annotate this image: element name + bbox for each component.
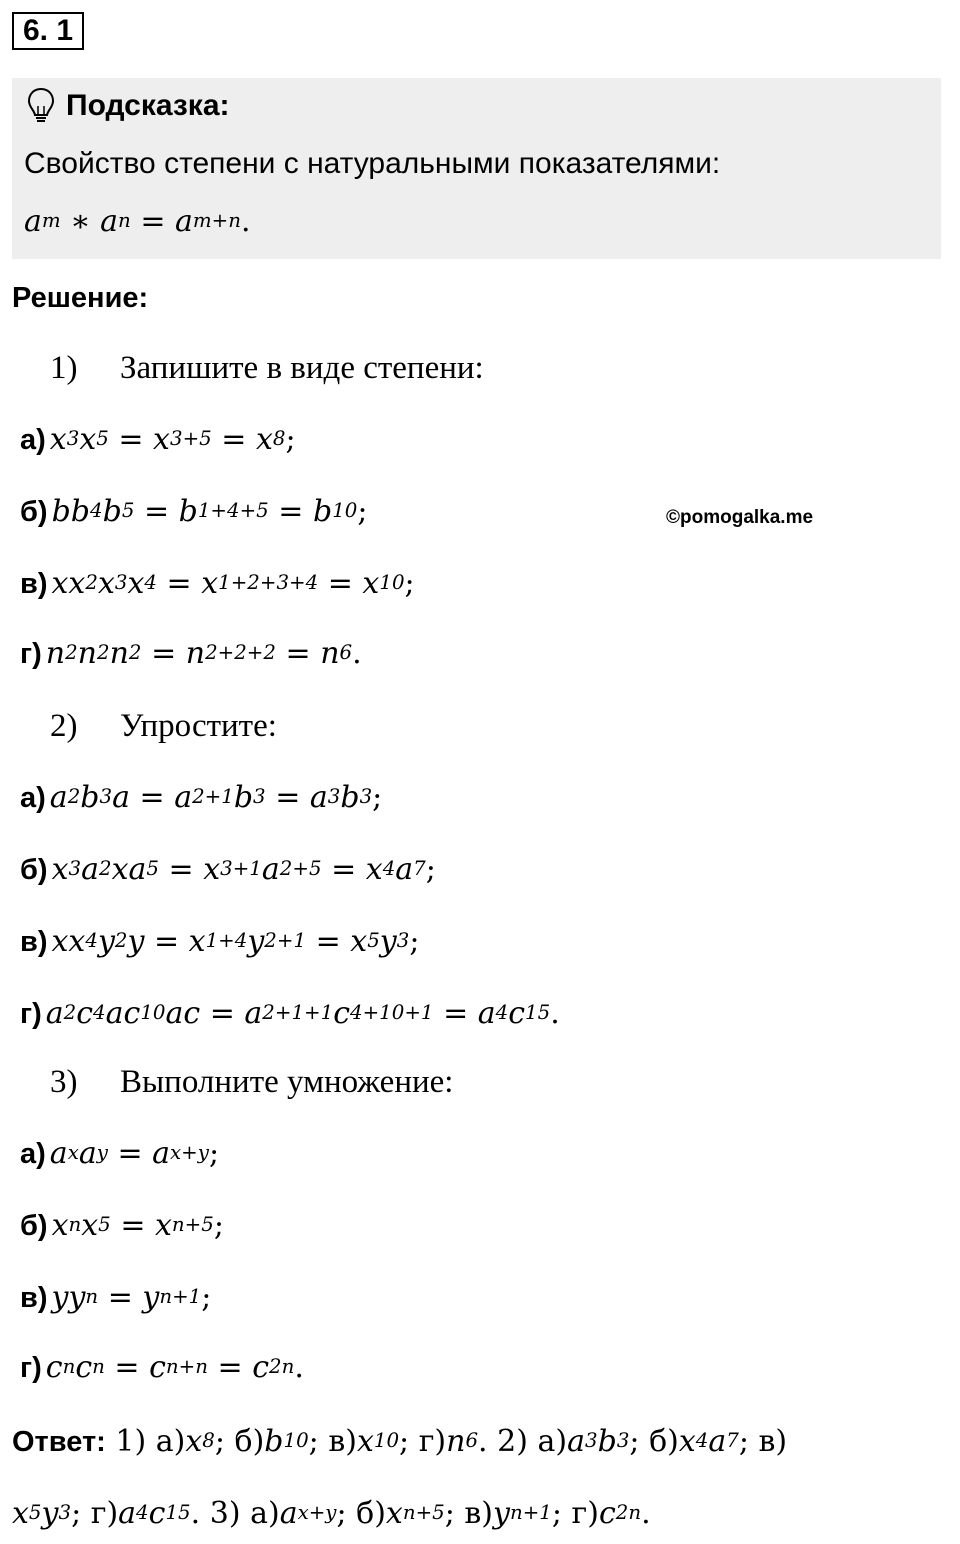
item-label: г) <box>20 998 42 1030</box>
item-label: а) <box>20 782 46 814</box>
item-math: $c^nc^n = c^{n+n} = c^{2n}$. <box>45 1350 304 1385</box>
task-3d <box>20 1346 304 1390</box>
task-title: Выполните умножение: <box>120 1064 454 1100</box>
item-math: $x^3a^2xa^5 = x^{3+1}a^{2+5} = x^4a^7$; <box>51 852 436 887</box>
task-2a <box>20 776 382 820</box>
lightbulb-icon <box>26 86 56 126</box>
item-label: в) <box>20 1282 48 1314</box>
item-label: б) <box>20 1210 48 1242</box>
answer-math-2: $x^5y^3$; $г)a^4c^{15}$. 3) $а)a^{x+y}$; $б)x^{n+5}$; $в)y^{n+1}$; $г)c^{2n}$. <box>12 1496 651 1531</box>
task-title: Запишите в виде степени: <box>120 350 484 386</box>
answer-label: Ответ: <box>12 1426 106 1458</box>
task-number: 3) <box>50 1064 78 1100</box>
item-math: $yy^n = y^{n+1}$; <box>51 1280 212 1315</box>
task-2b <box>20 848 436 892</box>
task-number: 2) <box>50 708 78 744</box>
item-math: $xx^4y^2y = x^{1+4}y^{2+1} = x^5y^3$; <box>51 924 420 959</box>
item-label: г) <box>20 638 42 670</box>
task-3a <box>20 1132 219 1176</box>
answer-math-1: 1) $а)x^8$; $б)b^{10}$; $в)x^{10}$; $г)n^6$. 2) $а)a^3b^3$; $б)x^4a^7$; в) <box>115 1424 788 1459</box>
item-math: $x^3x^5 = x^{3+5} = x^8$; <box>49 422 296 457</box>
item-label: г) <box>20 1352 42 1384</box>
solution-heading: Решение: <box>12 282 149 314</box>
item-label: а) <box>20 1138 46 1170</box>
task-1c <box>20 562 415 606</box>
task-1-title <box>50 348 484 388</box>
item-label: а) <box>20 424 46 456</box>
problem-number: 6. 1 <box>12 12 84 50</box>
task-1d <box>20 632 362 676</box>
task-2c <box>20 920 419 964</box>
item-label: в) <box>20 926 48 958</box>
task-1b <box>20 490 367 534</box>
hint-text: Свойство степени с натуральными показателями: <box>24 147 721 180</box>
item-math: $n^2n^2n^2 = n^{2+2+2} = n^6$. <box>45 636 362 671</box>
answer-line-2 <box>12 1492 651 1536</box>
item-math: $a^2c^4ac^{10}ac = a^{2+1+1}c^{4+10+1} = a^4c^{15}$. <box>45 996 560 1031</box>
item-math: $a^xa^y = a^{x+y}$; <box>49 1136 220 1171</box>
task-number: 1) <box>50 350 78 386</box>
item-label: б) <box>20 854 48 886</box>
task-3b <box>20 1204 224 1248</box>
item-label: в) <box>20 568 48 600</box>
item-label: б) <box>20 496 48 528</box>
task-1a <box>20 418 296 462</box>
item-math: $bb^4b^5 = b^{1+4+5} = b^{10}$; <box>51 494 368 529</box>
task-2-title <box>50 706 277 746</box>
task-2d <box>20 992 560 1036</box>
item-math: $x^nx^5 = x^{n+5}$; <box>51 1208 224 1243</box>
answer-line-1 <box>12 1420 787 1464</box>
task-3c <box>20 1276 211 1320</box>
hint-title: Подсказка: <box>66 89 230 122</box>
item-math: $a^2b^3a = a^{2+1}b^3 = a^3b^3$; <box>49 780 383 815</box>
watermark: ©pomogalka.me <box>666 507 814 528</box>
item-math: $xx^2x^3x^4 = x^{1+2+3+4} = x^{10}$; <box>51 566 415 601</box>
task-title: Упростите: <box>120 708 277 744</box>
task-3-title <box>50 1062 453 1102</box>
hint-formula: $a^m$ ∗ $a^n = a^{m+n}$. <box>24 204 251 239</box>
